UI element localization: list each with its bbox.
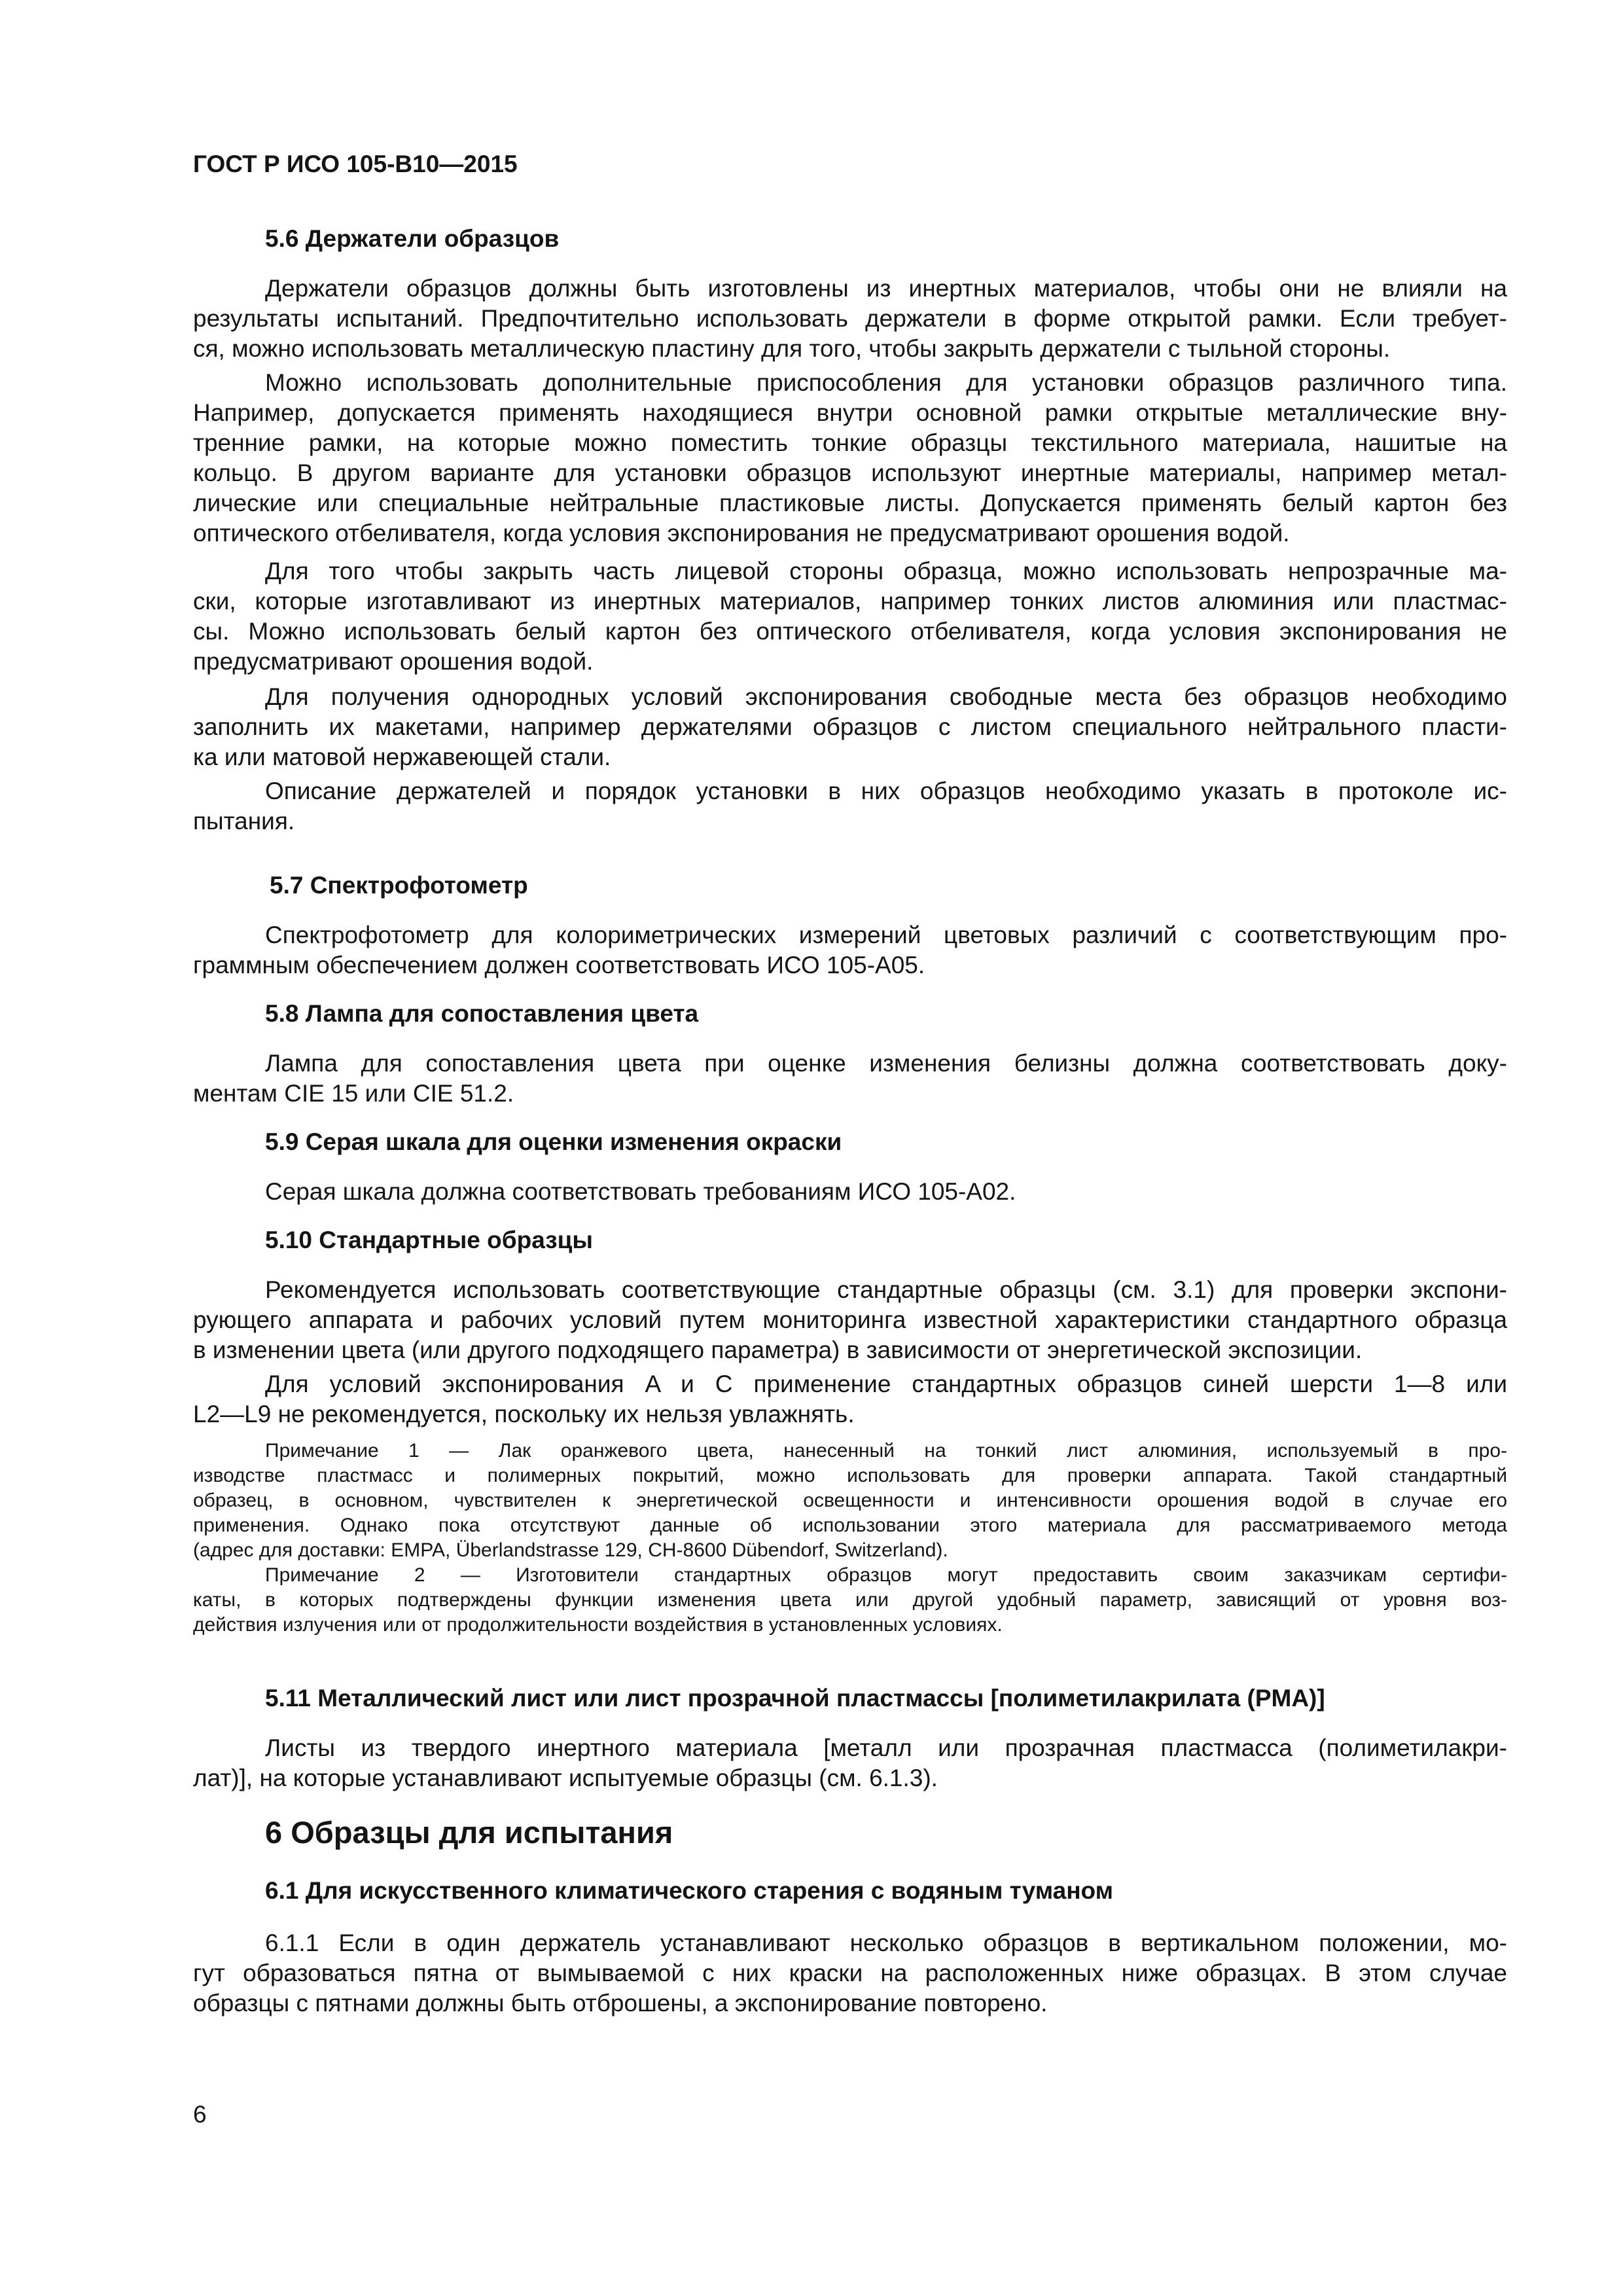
document-header: ГОСТ Р ИСО 105-B10—2015: [193, 151, 518, 177]
note-1: [193, 1439, 1507, 1563]
text-line: Листы из твердого инертного материала [металл или прозрачная пластмасса (полиметилакри-: [265, 1734, 1507, 1761]
text-line: кольцо. В другом варианте для установки образцов используют инертные материалы, например метал-: [193, 459, 1507, 486]
section-5-10-paragraph-1: [193, 1275, 1507, 1365]
section-6-1-1-paragraph: [193, 1928, 1507, 2018]
section-5-9-heading: 5.9 Серая шкала для оценки изменения окраски: [265, 1128, 842, 1155]
text-line: заполнить их макетами, например держателями образцов с листом специального нейтрального пласти-: [193, 713, 1507, 740]
section-6-1-heading: 6.1 Для искусственного климатического старения с водяным туманом: [265, 1877, 1114, 1904]
section-5-6-paragraph-5: [193, 776, 1507, 836]
text-line: ка или матовой нержавеющей стали.: [193, 744, 611, 770]
text-line: Серая шкала должна соответствовать требованиям ИСО 105-A02.: [265, 1178, 1016, 1205]
text-line: L2—L9 не рекомендуется, поскольку их нельзя увлажнять.: [193, 1401, 855, 1427]
text-line: Для условий экспонирования A и C применение стандартных образцов синей шерсти 1—8 или: [265, 1371, 1507, 1397]
page-number: 6: [193, 2101, 207, 2128]
section-5-8-paragraph: [193, 1049, 1507, 1109]
text-line: оптического отбеливателя, когда условия экспонирования не предусматривают орошения водой.: [193, 520, 1290, 547]
section-5-8-heading: 5.8 Лампа для сопоставления цвета: [265, 1000, 699, 1027]
text-line: результаты испытаний. Предпочтительно использовать держатели в форме открытой рамки. Если требует-: [193, 305, 1507, 332]
text-line: рующего аппарата и рабочих условий путем мониторинга известной характеристики стандартного образца: [193, 1306, 1507, 1333]
text-line: гут образоваться пятна от вымываемой с них краски на расположенных ниже образцах. В этом случае: [193, 1960, 1507, 1986]
text-line: Для того чтобы закрыть часть лицевой стороны образца, можно использовать непрозрачные ма-: [265, 558, 1507, 584]
text-line: образцы с пятнами должны быть отброшены, а экспонирование повторено.: [193, 1990, 1048, 2017]
text-line: граммным обеспечением должен соответствовать ИСО 105-A05.: [193, 952, 925, 978]
text-line: Можно использовать дополнительные приспособления для установки образцов различного типа.: [265, 369, 1507, 396]
note-line: Примечание 2 — Изготовители стандартных образцов могут предоставить своим заказчикам сертифи-: [265, 1564, 1507, 1586]
text-line: Лампа для сопоставления цвета при оценке изменения белизны должна соответствовать доку-: [265, 1050, 1507, 1077]
text-line: ски, которые изготавливают из инертных материалов, например тонких листов алюминия или пластмас-: [193, 588, 1507, 615]
section-5-10-paragraph-2: [193, 1369, 1507, 1429]
text-line: сы. Можно использовать белый картон без оптического отбеливателя, когда условия экспонирования не: [193, 618, 1507, 645]
note-2: [193, 1563, 1507, 1638]
note-line: образец, в основном, чувствителен к энергетической освещенности и интенсивности орошения водой в случае его: [193, 1490, 1507, 1511]
text-line: Спектрофотометр для колориметрических измерений цветовых различий с соответствующим про-: [265, 922, 1507, 948]
text-line: Например, допускается применять находящиеся внутри основной рамки открытые металлические вну-: [193, 399, 1507, 426]
text-line: Держатели образцов должны быть изготовлены из инертных материалов, чтобы они не влияли на: [265, 275, 1507, 302]
section-6-heading: 6 Образцы для испытания: [265, 1815, 673, 1850]
note-line: Примечание 1 — Лак оранжевого цвета, нанесенный на тонкий лист алюминия, используемый в про-: [265, 1440, 1507, 1462]
section-5-6-paragraph-4: [193, 682, 1507, 772]
note-line: изводстве пластмасс и полимерных покрытий, можно использовать для проверки аппарата. Такой стандартный: [193, 1465, 1507, 1486]
section-5-6-heading: 5.6 Держатели образцов: [265, 225, 560, 252]
section-5-9-paragraph: [193, 1177, 1507, 1207]
text-line: Описание держателей и порядок установки в них образцов необходимо указать в протоколе ис-: [265, 778, 1507, 804]
section-5-7-paragraph: [193, 920, 1507, 980]
text-line: ментам CIE 15 или CIE 51.2.: [193, 1080, 514, 1107]
text-line: Рекомендуется использовать соответствующие стандартные образцы (см. 3.1) для проверки экспони-: [265, 1276, 1507, 1303]
note-line: применения. Однако пока отсутствуют данные об использовании этого материала для рассматриваемого метода: [193, 1515, 1507, 1536]
text-line: лат)], на которые устанавливают испытуемые образцы (см. 6.1.3).: [193, 1765, 938, 1791]
note-line: каты, в которых подтверждены функции изменения цвета или другой удобный параметр, зависящий от уровня воз-: [193, 1589, 1507, 1611]
text-line: предусматривают орошения водой.: [193, 648, 594, 675]
text-line: пытания.: [193, 808, 295, 834]
section-5-10-heading: 5.10 Стандартные образцы: [265, 1227, 593, 1253]
text-line: 6.1.1 Если в один держатель устанавливают несколько образцов в вертикальном положении, мо-: [265, 1929, 1507, 1956]
text-line: тренние рамки, на которые можно поместить тонкие образцы текстильного материала, нашитые на: [193, 429, 1507, 456]
text-line: ся, можно использовать металлическую пластину для того, чтобы закрыть держатели с тыльной стороны.: [193, 335, 1391, 362]
section-5-6-paragraph-2: [193, 368, 1507, 548]
section-5-6-paragraph-1: [193, 274, 1507, 364]
section-5-11-heading: 5.11 Металлический лист или лист прозрачной пластмассы [полиметилакрилата (PMA)]: [265, 1685, 1325, 1712]
text-line: Для получения однородных условий экспонирования свободные места без образцов необходимо: [265, 683, 1507, 710]
note-line: действия излучения или от продолжительности воздействия в установленных условиях.: [193, 1614, 1003, 1636]
section-5-7-heading: 5.7 Спектрофотометр: [270, 872, 528, 899]
section-5-6-paragraph-3: [193, 556, 1507, 677]
section-5-11-paragraph: [193, 1733, 1507, 1793]
text-line: лические или специальные нейтральные пластиковые листы. Допускается применять белый картон без: [193, 490, 1507, 516]
text-line: в изменении цвета (или другого подходящего параметра) в зависимости от энергетической экспозиции.: [193, 1336, 1363, 1363]
note-line: (адрес для доставки: EMPA, Überlandstrasse 129, CH-8600 Dübendorf, Switzerland).: [193, 1539, 948, 1561]
